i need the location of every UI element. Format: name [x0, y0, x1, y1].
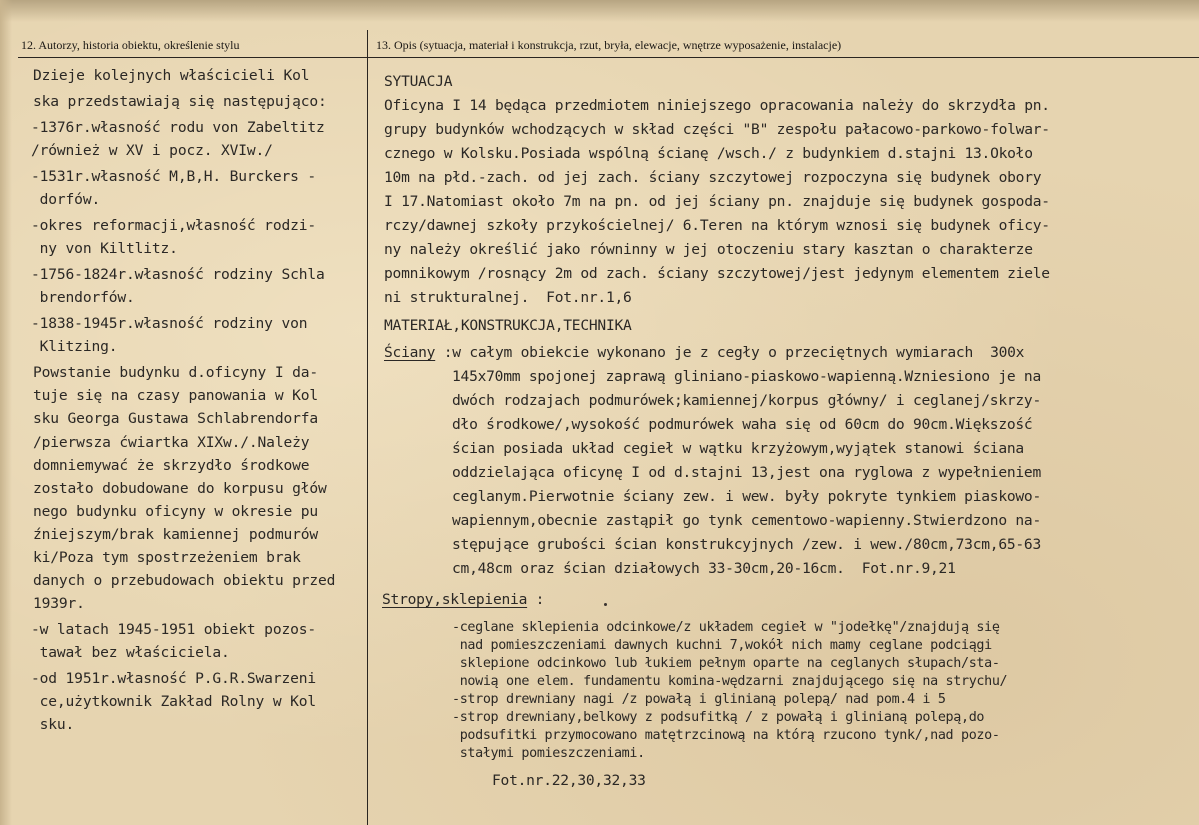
walls-line: 145x70mm spojonej zaprawą gliniano-piaskowo-wapienną.Wzniesiono je na: [452, 368, 1041, 385]
ceilings-line: -strop drewniany nagi /z powałą i glinianą polepą/ nad pom.4 i 5: [452, 692, 946, 707]
history-line: -1756-1824r.własność rodziny Schla: [31, 266, 325, 283]
right-column-header: 13. Opis (sytuacja, materiał i konstrukcja, rzut, bryła, elewacje, wnętrze wyposażenie, instalacje): [376, 38, 842, 52]
card-top-shadow: [0, 0, 1199, 22]
walls-line: ceglanym.Pierwotnie ściany zew. i wew. były pokryte tynkiem piaskowo-: [452, 488, 1041, 505]
walls-line: dło środkowe/,wysokość podmurówek waha się od 60cm do 90cm.Większość: [452, 416, 1033, 433]
ceilings-line: nad pomieszczeniami dawnych kuchni 7,wokół nich mamy ceglane podciągi: [452, 638, 992, 653]
photo-reference: Fot.nr.22,30,32,33: [492, 772, 646, 789]
history-line: ce,użytkownik Zakład Rolny w Kol: [31, 693, 316, 710]
walls-first-text: :w całym obiekcie wykonano je z cegły o przeciętnych wymiarach 300x: [435, 344, 1025, 361]
ceilings-line: nowią one elem. fundamentu komina-wędzarni znajdującego się na strychu/: [452, 674, 1008, 689]
history-line: -1838-1945r.własność rodziny von: [31, 315, 308, 332]
history-line: nego budynku oficyny w okresie pu: [33, 503, 318, 520]
history-line: źniejszym/brak kamiennej podmurów: [33, 526, 318, 543]
history-line: -w latach 1945-1951 obiekt pozos-: [31, 621, 316, 638]
walls-line: ścian posiada układ cegieł w wątku krzyżowym,wyjątek stanowi ściana: [452, 440, 1024, 457]
history-line: -od 1951r.własność P.G.R.Swarzeni: [31, 670, 316, 687]
card-left-shadow: [0, 0, 12, 825]
walls-first-line: [384, 344, 1024, 361]
history-line: ki/Poza tym spostrzeżeniem brak: [33, 549, 301, 566]
ceilings-line: -ceglane sklepienia odcinkowe/z układem cegieł w "jodełkę"/znajdują się: [452, 620, 1000, 635]
walls-label: Ściany: [384, 344, 436, 361]
history-line: Klitzing.: [31, 338, 118, 355]
history-line: -1376r.własność rodu von Zabeltitz: [31, 119, 325, 136]
history-line: sku Georga Gustawa Schlabrendorfa: [33, 410, 318, 427]
history-line: 1939r.: [33, 595, 85, 612]
right-header-rule: [367, 57, 1199, 58]
history-line: domniemywać że skrzydło środkowe: [33, 457, 310, 474]
history-line: Powstanie budynku d.oficyny I da-: [33, 364, 318, 381]
ceilings-line: sklepione odcinkowo lub łukiem pełnym oparte na ceglanych słupach/sta-: [452, 656, 1000, 671]
history-line: -okres reformacji,własność rodzi-: [31, 217, 316, 234]
history-line: /pierwsza ćwiartka XIXw./.Należy: [33, 434, 310, 451]
history-line: brendorfów.: [31, 289, 135, 306]
history-line: sku.: [31, 716, 75, 733]
history-line: tawał bez właściciela.: [31, 644, 230, 661]
situation-line: Oficyna I 14 będąca przedmiotem niniejszego opracowania należy do skrzydła pn.: [384, 97, 1050, 114]
material-heading: MATERIAŁ,KONSTRUKCJA,TECHNIKA: [384, 317, 632, 334]
walls-line: wapiennym,obecnie zastąpił go tynk cementowo-wapienny.Stwierdzono na-: [452, 512, 1041, 529]
ceilings-line: podsufitki przymocowano matętrzcinową na którą rzucono tynk/,nad pozo-: [452, 728, 1000, 743]
history-line: ska przedstawiają się następująco:: [33, 93, 327, 110]
situation-line: pomnikowym /rosnący 2m od zach. ściany szczytowej/jest jedynym elementem ziele: [384, 265, 1050, 282]
left-column-header: 12. Autorzy, historia obiektu, określenie stylu: [21, 38, 240, 52]
ink-dot: [604, 603, 607, 606]
situation-line: ny należy określić jako równinny w jej otoczeniu stary kasztan o charakterze: [384, 241, 1033, 258]
ceilings-colon: :: [527, 591, 545, 608]
ceilings-label: Stropy,sklepienia: [382, 591, 528, 608]
situation-heading: SYTUACJA: [384, 73, 453, 90]
history-line: zostało dobudowane do korpusu głów: [33, 480, 327, 497]
history-line: ny von Kiltlitz.: [31, 240, 178, 257]
walls-line: oddzielająca oficynę I od d.stajni 13,jest ona ryglowa z wypełnieniem: [452, 464, 1041, 481]
history-line: -1531r.własność M,B,H. Burckers -: [31, 168, 316, 185]
situation-line: grupy budynków wchodzących w skład części "B" zespołu pałacowo-parkowo-folwar-: [384, 121, 1050, 138]
column-divider: [367, 30, 368, 825]
history-line: /również w XV i pocz. XVIw./: [31, 142, 273, 159]
ceilings-heading: [382, 591, 544, 608]
ceilings-line: -strop drewniany,belkowy z podsufitką / z powałą i glinianą polepą,do: [452, 710, 985, 725]
history-line: danych o przebudowach obiektu przed: [33, 572, 336, 589]
situation-line: 10m na płd.-zach. od jej zach. ściany szczytowej rozpoczyna się budynek obory: [384, 169, 1042, 186]
history-line: dorfów.: [31, 191, 101, 208]
history-line: Dzieje kolejnych właścicieli Kol: [33, 67, 310, 84]
situation-line: cznego w Kolsku.Posiada wspólną ścianę /wsch./ z budynkiem d.stajni 13.Około: [384, 145, 1033, 162]
walls-line: cm,48cm oraz ścian działowych 33-30cm,20-16cm. Fot.nr.9,21: [452, 560, 956, 577]
history-line: tuje się na czasy panowania w Kol: [33, 387, 318, 404]
ceilings-line: stałymi pomieszczeniami.: [452, 746, 645, 761]
situation-line: I 17.Natomiast około 7m na pn. od jej ściany pn. znajduje się budynek gospoda-: [384, 193, 1050, 210]
walls-line: stępujące grubości ścian konstrukcyjnych /zew. i wew./80cm,73cm,65-63: [452, 536, 1041, 553]
situation-line: ni strukturalnej. Fot.nr.1,6: [384, 289, 632, 306]
situation-line: rczy/dawnej szkoły przykościelnej/ 6.Teren na którym wznosi się budynek oficy-: [384, 217, 1050, 234]
walls-line: dwóch rodzajach podmurówek;kamiennej/korpus główny/ i ceglanej/skrzy-: [452, 392, 1041, 409]
left-header-rule: [18, 57, 368, 58]
